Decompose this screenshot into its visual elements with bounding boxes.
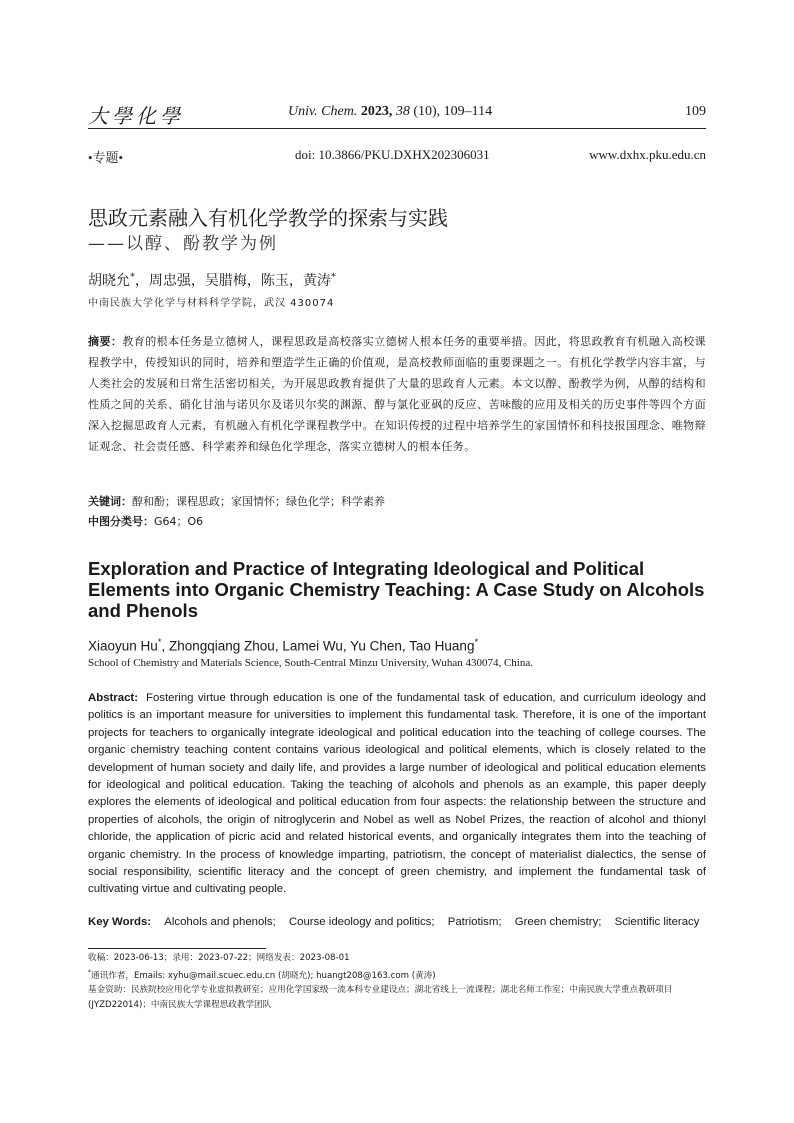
page-number: 109 [685, 104, 706, 119]
english-title: Exploration and Practice of Integrating Ideological and Political Elements into Organic Chemistry Teaching: A Case Study on Alcohols and Phenols [88, 558, 705, 621]
footnote-dates: 收稿：2023-06-13；录用：2023-07-22；网络发表：2023-08-01 [88, 953, 350, 963]
article-meta-row [88, 147, 706, 165]
footnote-divider [88, 948, 266, 949]
english-keywords-label: Key Words: [88, 916, 152, 928]
doi-link[interactable]: doi: 10.3866/PKU.DXHX202306031 [295, 147, 490, 162]
header-divider [88, 128, 706, 129]
footnote-funding: 基金资助：民族院校应用化学专业虚拟教研室；应用化学国家级一流本科专业建设点；湖北省线上一流课程；湖北名师工作室；中南民族大学重点教研项目(JYZD22014)；中南民族大学课程思政教学团队 [88, 985, 673, 1010]
english-abstract-label: Abstract: [88, 692, 139, 704]
chinese-abstract-text: 教育的根本任务是立德树人，课程思政是高校落实立德树人根本任务的重要举措。因此，将思政教育有机融入高校课程教学中，传授知识的同时，培养和塑造学生正确的价值观，是高校教师面临的重要课题之一。有机化学教学内容丰富，与人类社会的发展和日常生活密切相关，为开展思政教育提供了大量的思政育人元素。本文以醇、酚教学为例，从醇的结构和性质之间的关系、硝化甘油与诺贝尔及诺贝尔奖的渊源、醇与氯化亚砜的反应、苦味酸的应用及相关的历史事件等四个方面深入挖掘思政育人元素，有机融入有机化学课程教学中。在知识传授的过程中培养学生的家国情怀和科技报国理念、唯物辩证观念、社会责任感、科学素养和绿色化学理念，落实立德树人的根本任务。 [88, 335, 706, 453]
footnote-corresponding [88, 966, 708, 983]
corresponding-mark: * [130, 271, 135, 283]
journal-website-link[interactable]: www.dxhx.pku.edu.cn [589, 147, 706, 162]
chinese-keywords-text: 醇和酚；课程思政；家国情怀；绿色化学；科学素养 [132, 495, 385, 508]
chinese-keywords-label: 关键词： [88, 495, 132, 508]
section-tag: •专题• [88, 150, 124, 165]
chinese-authors [88, 270, 336, 290]
corresponding-mark: * [474, 637, 479, 648]
english-authors [88, 637, 478, 654]
journal-citation [288, 104, 492, 120]
english-author-first: Xiaoyun Hu [88, 638, 158, 654]
chinese-subtitle: ——以醇、酚教学为例 [88, 234, 278, 254]
keyword-item: Course ideology and politics; [288, 916, 435, 928]
keyword-item: Alcohols and phenols; [164, 916, 276, 928]
chinese-abstract-label: 摘要： [88, 335, 123, 348]
keyword-item: Scientific literacy [614, 916, 700, 928]
english-abstract-text: Fostering virtue through education is one of the fundamental task of education, and curriculum ideology and politics is an important measure for universities to implement this fundamental task. Therefore, it is one of the important projects for teachers to organically integrate ideological and political education into the teaching of college courses. The organic chemistry teaching content contains various ideological and political elements, which is closely related to the development of human society and daily life, and provides a large number of ideological and political education elements for ideological and political education. Taking the teaching of alcohols and phenols as an example, this paper deeply explores the elements of ideological and political education from four aspects: the relationship between the structure and properties of alcohols, the origin of nitroglycerin and Nobel as well as Nobel Prizes, the reaction of alcohol and thionyl chloride, the application of picric acid and related historical events, and organically integrates them into the teaching of organic chemistry. In the process of knowledge imparting, patriotism, the concept of materialist dialectics, the sense of social responsibility, scientific literacy and the concept of green chemistry, and implement the fundamental task of cultivating virtue and cultivating people. [88, 692, 706, 896]
citation-issue-pages: (10), 109–114 [413, 104, 493, 119]
english-affiliation: School of Chemistry and Materials Science, South-Central Minzu University, Wuhan 430074, China. [88, 657, 533, 669]
chinese-author-first: 胡晓允 [88, 273, 130, 289]
citation-journal: Univ. Chem. [288, 104, 358, 119]
classification-label: 中图分类号： [88, 515, 154, 528]
english-keywords [88, 916, 706, 928]
chinese-title: 思政元素融入有机化学教学的探索与实践 [88, 206, 448, 230]
citation-year: 2023, [360, 104, 393, 119]
chinese-abstract [88, 331, 706, 457]
corresponding-mark: * [157, 637, 162, 648]
chinese-classification [88, 512, 385, 532]
corresponding-mark: * [330, 271, 336, 283]
english-abstract [88, 690, 706, 899]
running-header [88, 100, 706, 128]
footnote-corresponding-text: 通讯作者，Emails: xyhu@mail.scuec.edu.cn (胡晓允); huangt208@163.com (黄涛) [91, 970, 436, 981]
keyword-item: Patriotism; [447, 916, 502, 928]
chinese-affiliation: 中南民族大学化学与材料科学学院，武汉 430074 [88, 298, 335, 309]
keyword-item: Green chemistry; [514, 916, 602, 928]
citation-volume: 38 [395, 104, 410, 119]
chinese-author-rest: ，周忠强，吴腊梅，陈玉，黄涛 [134, 273, 331, 289]
footnotes [88, 951, 708, 1012]
chinese-keywords-block [88, 492, 385, 532]
english-author-rest: , Zhongqiang Zhou, Lamei Wu, Yu Chen, Tao Huang [161, 638, 475, 654]
corresponding-mark: * [88, 968, 92, 976]
classification-text: G64；O6 [154, 515, 204, 528]
journal-logo: 大學化學 [88, 104, 184, 128]
chinese-keywords [88, 492, 385, 512]
